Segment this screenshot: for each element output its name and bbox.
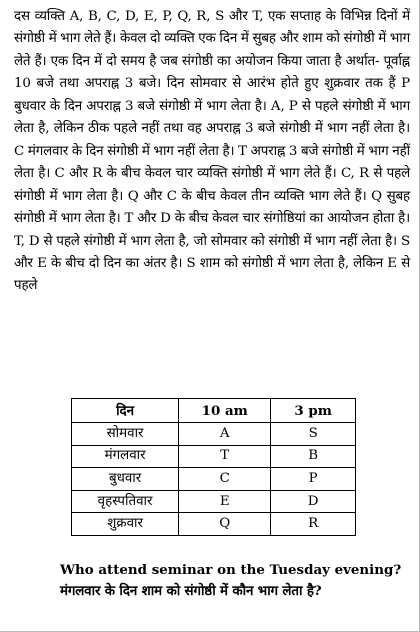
evening-cell: P — [271, 468, 356, 491]
day-cell: मंगलवार — [72, 445, 179, 468]
header-day: दिन — [72, 399, 179, 423]
table-header-row — [72, 399, 356, 423]
question-hindi: मंगलवार के दिन शाम को संगोष्ठी में कौन भाग लेता है? — [60, 583, 322, 599]
table-row — [72, 490, 356, 513]
evening-cell: S — [271, 423, 356, 446]
table-row — [72, 468, 356, 491]
morning-cell: C — [179, 468, 271, 491]
question-english: Who attend seminar on the Tuesday evening? — [60, 562, 402, 578]
morning-cell: A — [179, 423, 271, 446]
day-cell: शुक्रवार — [72, 513, 179, 536]
day-cell: सोमवार — [72, 423, 179, 446]
morning-cell: Q — [179, 513, 271, 536]
puzzle-passage: दस व्यक्ति A, B, C, D, E, P, Q, R, S और T, एक सप्ताह के विभिन्न दिनों में संगोष्ठी में भाग लेते हैं। केवल दो व्यक्ति एक दिन में सुबह और शाम को संगोष्ठी में भाग लेते हैं। एक दिन में दो समय है जब संगोष्ठी का अयोजन किया जाता है अर्थात- पूर्वाह्न 10 बजे तथा अपराह्न 3 बजे। दिन सोमवार से आरंभ होते हुए शुक्रवार तक हैं P बुधवार के दिन अपराह्न 3 बजे संगोष्ठी में भाग लेता है। A, P से पहले संगोष्ठी में भाग लेता है, लेकिन ठीक पहले नहीं तथा वह अपराह्न 3 बजे संगोष्ठी में भाग नहीं लेता है। C मंगलवार के दिन संगोष्ठी में भाग नहीं लेता है। T अपराह्न 3 बजे संगोष्ठी में भाग नहीं लेता है। C और R के बीच केवल चार व्यक्ति संगोष्ठी में भाग लेते हैं। C, R से पहले संगोष्ठी में भाग लेता है। Q और C के बीच केवल तीन व्यक्ति भाग लेते हैं। Q सुबह संगोष्ठी में भाग लेता है। T और D के बीच केवल चार संगोष्ठियां का आयोजन होता है। T, D से पहले संगोष्ठी में भाग लेता है, जो सोमवार को संगोष्ठी में भाग नहीं लेता है। S और E के बीच दो दिन का अंतर है। S शाम को संगोष्ठी में भाग लेता है, लेकिन E से पहले — [14, 9, 410, 294]
table-row — [72, 445, 356, 468]
table-row — [72, 513, 356, 536]
evening-cell: R — [271, 513, 356, 536]
evening-cell: B — [271, 445, 356, 468]
morning-cell: T — [179, 445, 271, 468]
morning-cell: E — [179, 490, 271, 513]
schedule-table — [71, 398, 356, 536]
day-cell: वृहस्पतिवार — [72, 490, 179, 513]
day-cell: बुधवार — [72, 468, 179, 491]
header-3pm: 3 pm — [271, 399, 356, 423]
header-10am: 10 am — [179, 399, 271, 423]
table-row — [72, 423, 356, 446]
evening-cell: D — [271, 490, 356, 513]
